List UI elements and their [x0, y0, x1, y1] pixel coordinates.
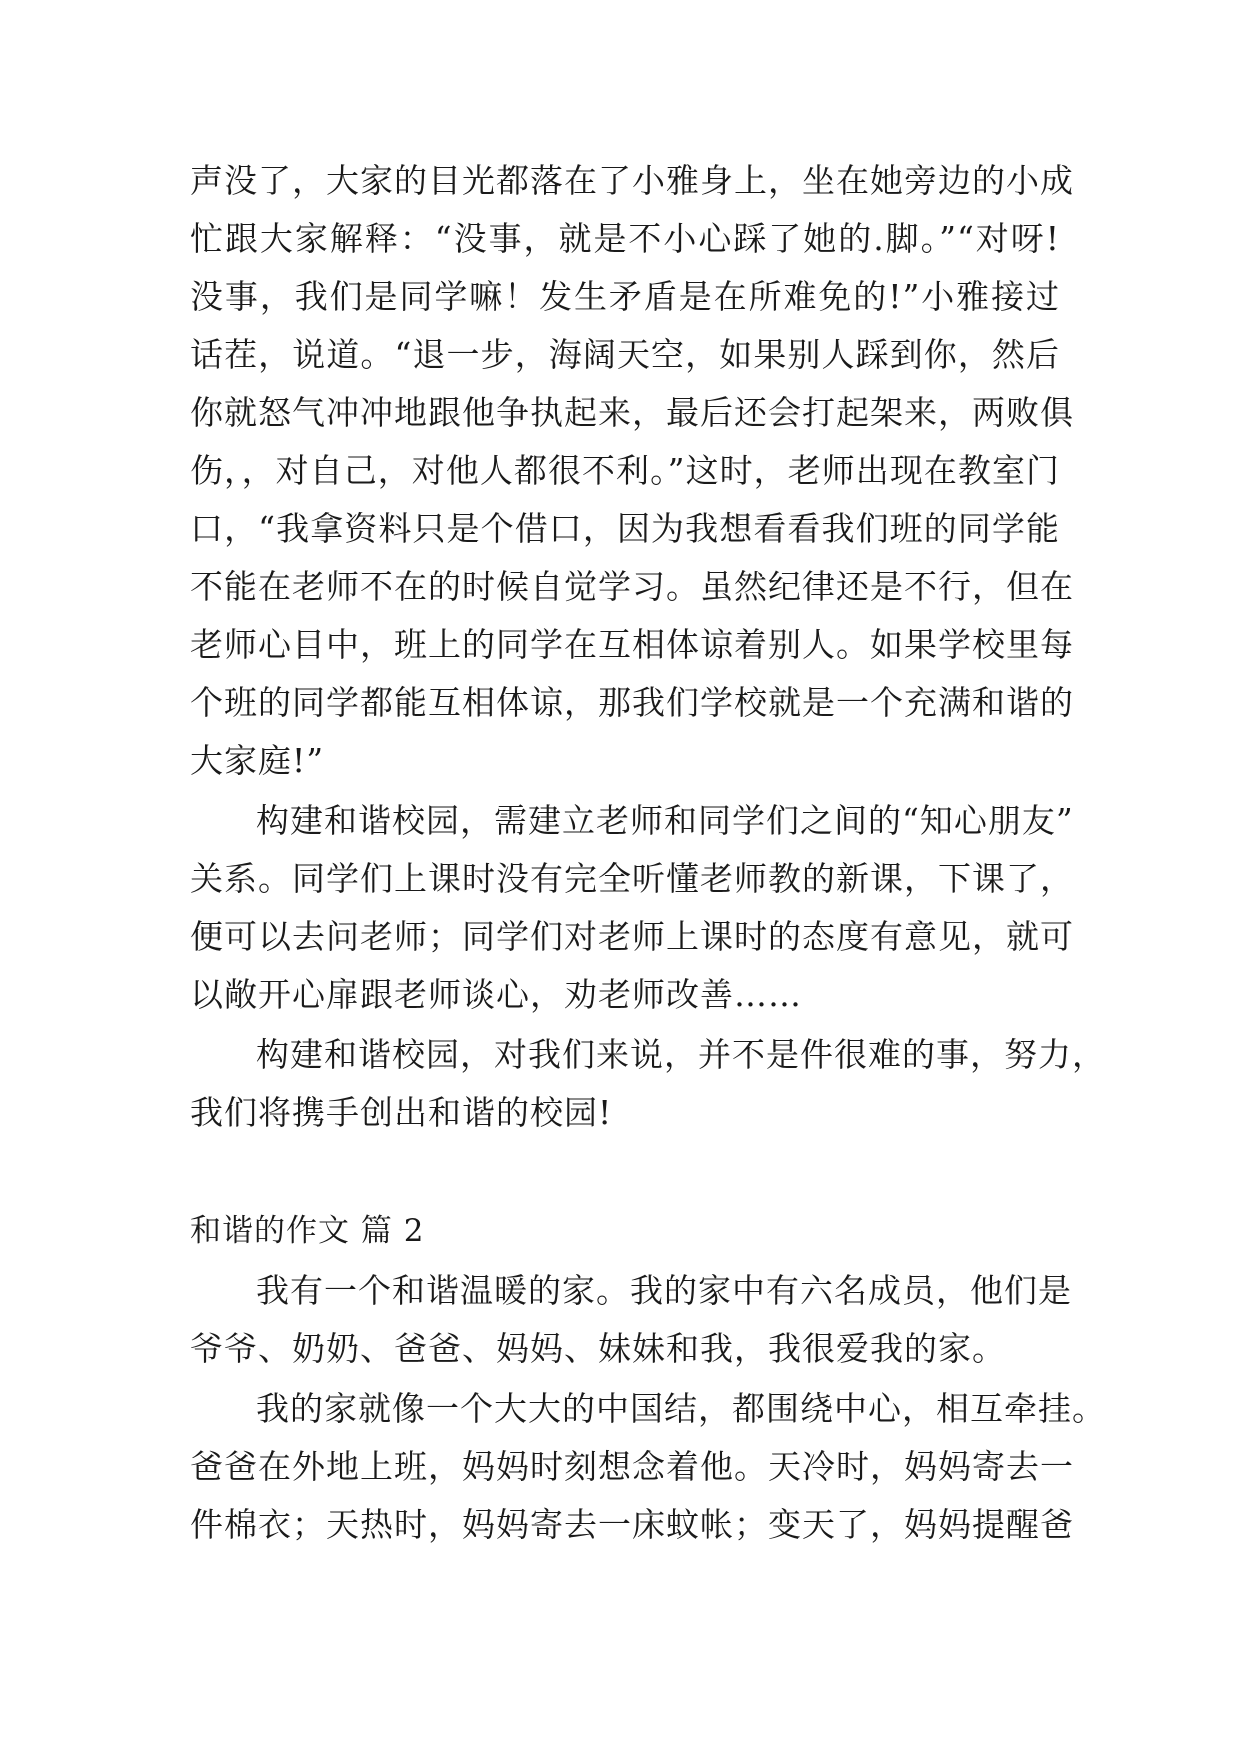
text-line: 我有一个和谐温暖的家。我的家中有六名成员，他们是	[256, 1271, 1072, 1310]
text-line: 关系。同学们上课时没有完全听懂老师教的新课，下课了，	[190, 859, 1074, 898]
text-line: 伤，，对自己，对他人都很不利。”这时，老师出现在教室门	[190, 451, 1060, 490]
text-line: 件棉衣；天热时，妈妈寄去一床蚊帐；变天了，妈妈提醒爸	[190, 1505, 1074, 1544]
text-line: 你就怒气冲冲地跟他争执起来，最后还会打起架来，两败俱	[190, 393, 1074, 432]
text-line: 爷爷、奶奶、爸爸、妈妈、妹妹和我，我很爱我的家。	[190, 1329, 1006, 1368]
text-line: 个班的同学都能互相体谅，那我们学校就是一个充满和谐的	[190, 683, 1074, 722]
text-line: 没事，我们是同学嘛！发生矛盾是在所难免的!”小雅接过	[190, 277, 1060, 316]
text-line: 构建和谐校园，对我们来说，并不是件很难的事，努力，	[256, 1035, 1106, 1074]
text-line: 爸爸在外地上班，妈妈时刻想念着他。天冷时，妈妈寄去一	[190, 1447, 1074, 1486]
text-line: 不能在老师不在的时候自觉学习。虽然纪律还是不行，但在	[190, 567, 1074, 606]
text-line: 大家庭!”	[190, 741, 325, 780]
text-line: 以敞开心扉跟老师谈心，劝老师改善……	[190, 975, 802, 1014]
text-line: 话茬，说道。“退一步，海阔天空，如果别人踩到你，然后	[190, 335, 1060, 374]
text-line: 便可以去问老师；同学们对老师上课时的态度有意见，就可	[190, 917, 1074, 956]
text-line: 口，“我拿资料只是个借口，因为我想看看我们班的同学能	[190, 509, 1060, 548]
text-line: 我们将携手创出和谐的校园!	[190, 1093, 613, 1132]
text-line: 我的家就像一个大大的中国结，都围绕中心，相互牵挂。	[256, 1389, 1106, 1428]
text-line: 构建和谐校园，需建立老师和同学们之间的“知心朋友”	[256, 801, 1074, 840]
text-line: 声没了，大家的目光都落在了小雅身上，坐在她旁边的小成	[190, 161, 1074, 200]
section-heading: 和谐的作文 篇 2	[190, 1213, 425, 1249]
text-line: 忙跟大家解释：“没事，就是不小心踩了她的.脚。”“对呀!	[190, 219, 1060, 258]
text-line: 老师心目中，班上的同学在互相体谅着别人。如果学校里每	[190, 625, 1074, 664]
